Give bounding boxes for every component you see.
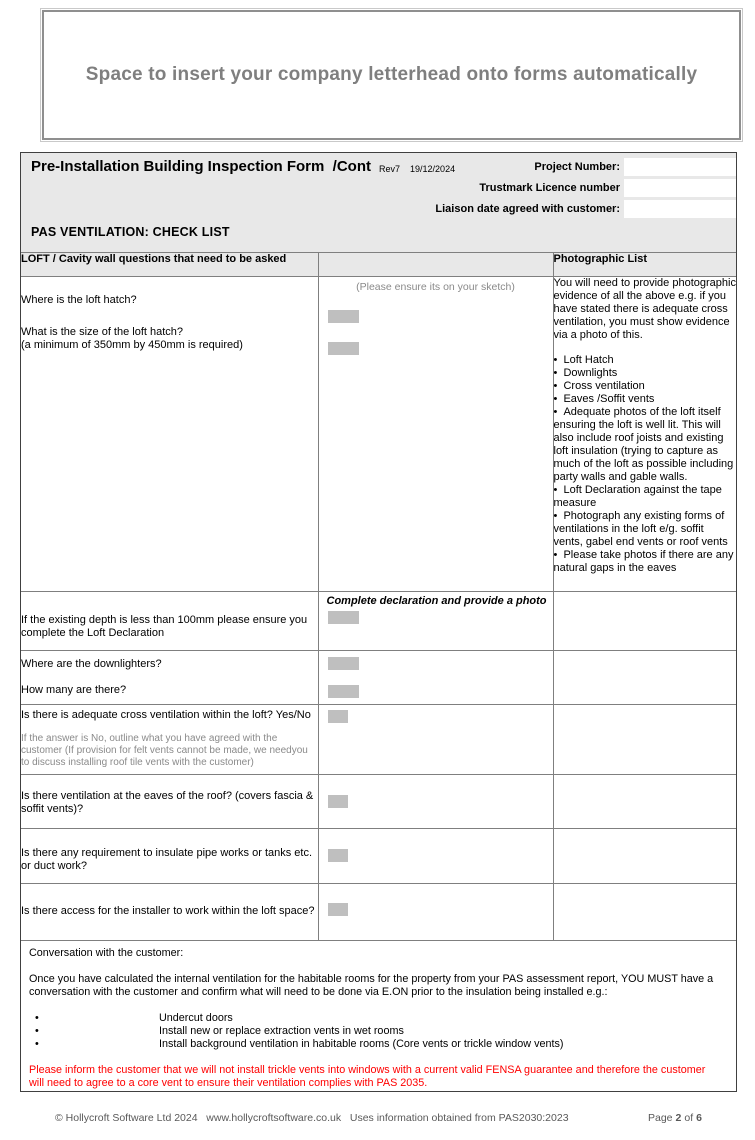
inspection-form: [20, 152, 737, 1092]
access-question-cell: [21, 884, 318, 941]
header-row-trustmark: [21, 177, 736, 198]
loft-hatch-question-cell: [21, 277, 318, 592]
table-header-row: [21, 253, 736, 277]
photographic-intro: You will need to provide photographic evidence of all the above e.g. if you have stated there is adequate cross ventilation, you must show evidence via a photo of this.: [553, 277, 736, 341]
downlighters-location-answer-box[interactable]: [328, 657, 359, 670]
cross-ventilation-answer-cell: [318, 705, 553, 775]
question-existing-depth: If the existing depth is less than 100mm please ensure you complete the Loft Declaration: [21, 614, 308, 639]
bullet-dot: •: [35, 1038, 39, 1050]
letterhead-text: Space to insert your company letterhead onto forms automatically: [85, 64, 698, 85]
table-row: [21, 592, 736, 651]
trustmark-licence-field[interactable]: [624, 179, 736, 197]
loft-hatch-answer-cell: [318, 277, 553, 592]
question-cross-ventilation: Is there is adequate cross ventilation within the loft? Yes/No: [21, 709, 311, 721]
footer-copyright: © Hollycroft Software Ltd 2024 www.hollycroftsoftware.co.uk Uses information obtained from PAS2030:2023: [55, 1112, 569, 1124]
conversation-section: [21, 941, 736, 1091]
questions-column-header: LOFT / Cavity wall questions that need to be asked: [21, 253, 318, 277]
eaves-answer-cell: [318, 775, 553, 829]
conversation-bullet: [29, 1012, 726, 1025]
footer-page-current: 2: [675, 1112, 682, 1124]
bullet-dot: •: [35, 1025, 39, 1037]
photographic-bullet: • Cross ventilation: [554, 380, 737, 393]
table-row: [21, 775, 736, 829]
photographic-bullet: • Adequate photos of the loft itself ensuring the loft is well lit. This will also include roof joists and existing loft insulation (trying to capture as much of the loft as possible including party walls and gable walls.: [554, 406, 737, 484]
checklist-table: [21, 252, 736, 941]
depth-answer-cell: [318, 592, 553, 651]
letterhead-box: [42, 10, 741, 140]
form-revision-date: 19/12/2024: [410, 163, 456, 174]
declaration-note: Complete declaration and provide a photo: [326, 595, 547, 607]
footer-of-word: of: [684, 1112, 694, 1124]
insulate-question-cell: [21, 829, 318, 884]
photographic-column-header: Photographic List: [553, 253, 736, 277]
access-answer-box[interactable]: [328, 903, 348, 916]
form-title: Pre-Installation Building Inspection Form /Cont: [31, 158, 372, 175]
photographic-bullet: • Loft Hatch: [554, 354, 737, 367]
depth-question-cell: [21, 592, 318, 651]
project-number-field[interactable]: [624, 158, 736, 176]
downlighters-answer-cell: [318, 651, 553, 705]
question-insulate-pipework: Is there any requirement to insulate pipe works or tanks etc. or duct work?: [21, 847, 313, 872]
answers-column-header: [318, 253, 553, 277]
photographic-list-cell: [553, 277, 736, 592]
empty-photo-cell: [553, 829, 736, 884]
question-downlighters-location: Where are the downlighters?: [21, 658, 162, 670]
empty-photo-cell: [553, 705, 736, 775]
question-eaves-ventilation: Is there ventilation at the eaves of the roof? (covers fascia & soffit vents)?: [21, 790, 314, 815]
footer-page-total: 6: [696, 1112, 702, 1124]
cross-ventilation-question-cell: [21, 705, 318, 775]
form-revision: Rev7: [379, 163, 401, 174]
footer-page-word: Page: [648, 1112, 673, 1124]
conversation-bullet-text: Install new or replace extraction vents in wet rooms: [159, 1025, 404, 1037]
table-row: [21, 829, 736, 884]
footer-page-number: [648, 1112, 702, 1124]
conversation-body: Once you have calculated the internal ventilation for the habitable rooms for the property from your PAS assessment report, YOU MUST have a conversation with the customer and confirm what will need to be done via E.ON prior to the insulation being installed e.g.:: [29, 973, 714, 998]
photographic-bullet: • Please take photos if there are any natural gaps in the eaves: [554, 549, 737, 575]
loft-hatch-size-answer-box[interactable]: [328, 342, 359, 355]
header-row-project: [21, 153, 736, 177]
table-row: [21, 705, 736, 775]
conversation-bullet: [29, 1038, 726, 1051]
cross-ventilation-answer-box[interactable]: [328, 710, 348, 723]
downlighters-count-answer-box[interactable]: [328, 685, 359, 698]
question-loft-hatch-location: Where is the loft hatch?: [21, 294, 137, 306]
empty-photo-cell: [553, 775, 736, 829]
loft-hatch-location-answer-box[interactable]: [328, 310, 359, 323]
access-answer-cell: [318, 884, 553, 941]
bullet-dot: •: [35, 1012, 39, 1024]
photographic-bullet: • Downlights: [554, 367, 737, 380]
form-header: [21, 153, 736, 252]
sketch-note: (Please ensure its on your sketch): [356, 281, 515, 293]
fensa-warning-text: Please inform the customer that we will not install trickle vents into windows with a current valid FENSA guarantee and therefore the customer will need to agree to a core vent to ensure their ventilation complies with PAS 2035.: [29, 1064, 706, 1089]
liaison-date-field[interactable]: [624, 200, 736, 218]
photographic-bullet: • Loft Declaration against the tape measure: [554, 484, 737, 510]
photographic-bullet: • Eaves /Soffit vents: [554, 393, 737, 406]
empty-photo-cell: [553, 651, 736, 705]
project-number-label: Project Number:: [534, 160, 620, 173]
eaves-question-cell: [21, 775, 318, 829]
header-row-liaison: [21, 198, 736, 219]
question-downlighters-count: How many are there?: [21, 684, 127, 696]
photographic-bullet: • Photograph any existing forms of ventilations in the loft e/g. soffit vents, gabel end vents or roof vents: [554, 510, 737, 549]
depth-answer-box[interactable]: [328, 611, 359, 624]
conversation-title: Conversation with the customer:: [29, 947, 184, 959]
insulate-answer-box[interactable]: [328, 849, 348, 862]
liaison-date-label: Liaison date agreed with customer:: [435, 202, 620, 215]
trustmark-licence-label: Trustmark Licence number: [479, 181, 620, 194]
question-installer-access: Is there access for the installer to work within the loft space?: [21, 905, 315, 917]
empty-photo-cell: [553, 592, 736, 651]
table-row: [21, 651, 736, 705]
conversation-bullet-text: Install background ventilation in habitable rooms (Core vents or trickle window vents): [159, 1038, 564, 1050]
table-row: [21, 277, 736, 592]
eaves-answer-box[interactable]: [328, 795, 348, 808]
question-loft-hatch-size-note: (a minimum of 350mm by 450mm is required): [21, 339, 243, 351]
empty-photo-cell: [553, 884, 736, 941]
conversation-bullet: [29, 1025, 726, 1038]
table-row: [21, 884, 736, 941]
insulate-answer-cell: [318, 829, 553, 884]
question-loft-hatch-size: What is the size of the loft hatch?: [21, 326, 184, 338]
cross-ventilation-note: If the answer is No, outline what you have agreed with the customer (If provision for felt vents cannot be made, we needyou to discuss installing roof tile vents with the customer): [21, 733, 308, 768]
section-title: PAS VENTILATION: CHECK LIST: [31, 225, 230, 239]
downlighters-question-cell: [21, 651, 318, 705]
conversation-bullet-text: Undercut doors: [159, 1012, 233, 1024]
